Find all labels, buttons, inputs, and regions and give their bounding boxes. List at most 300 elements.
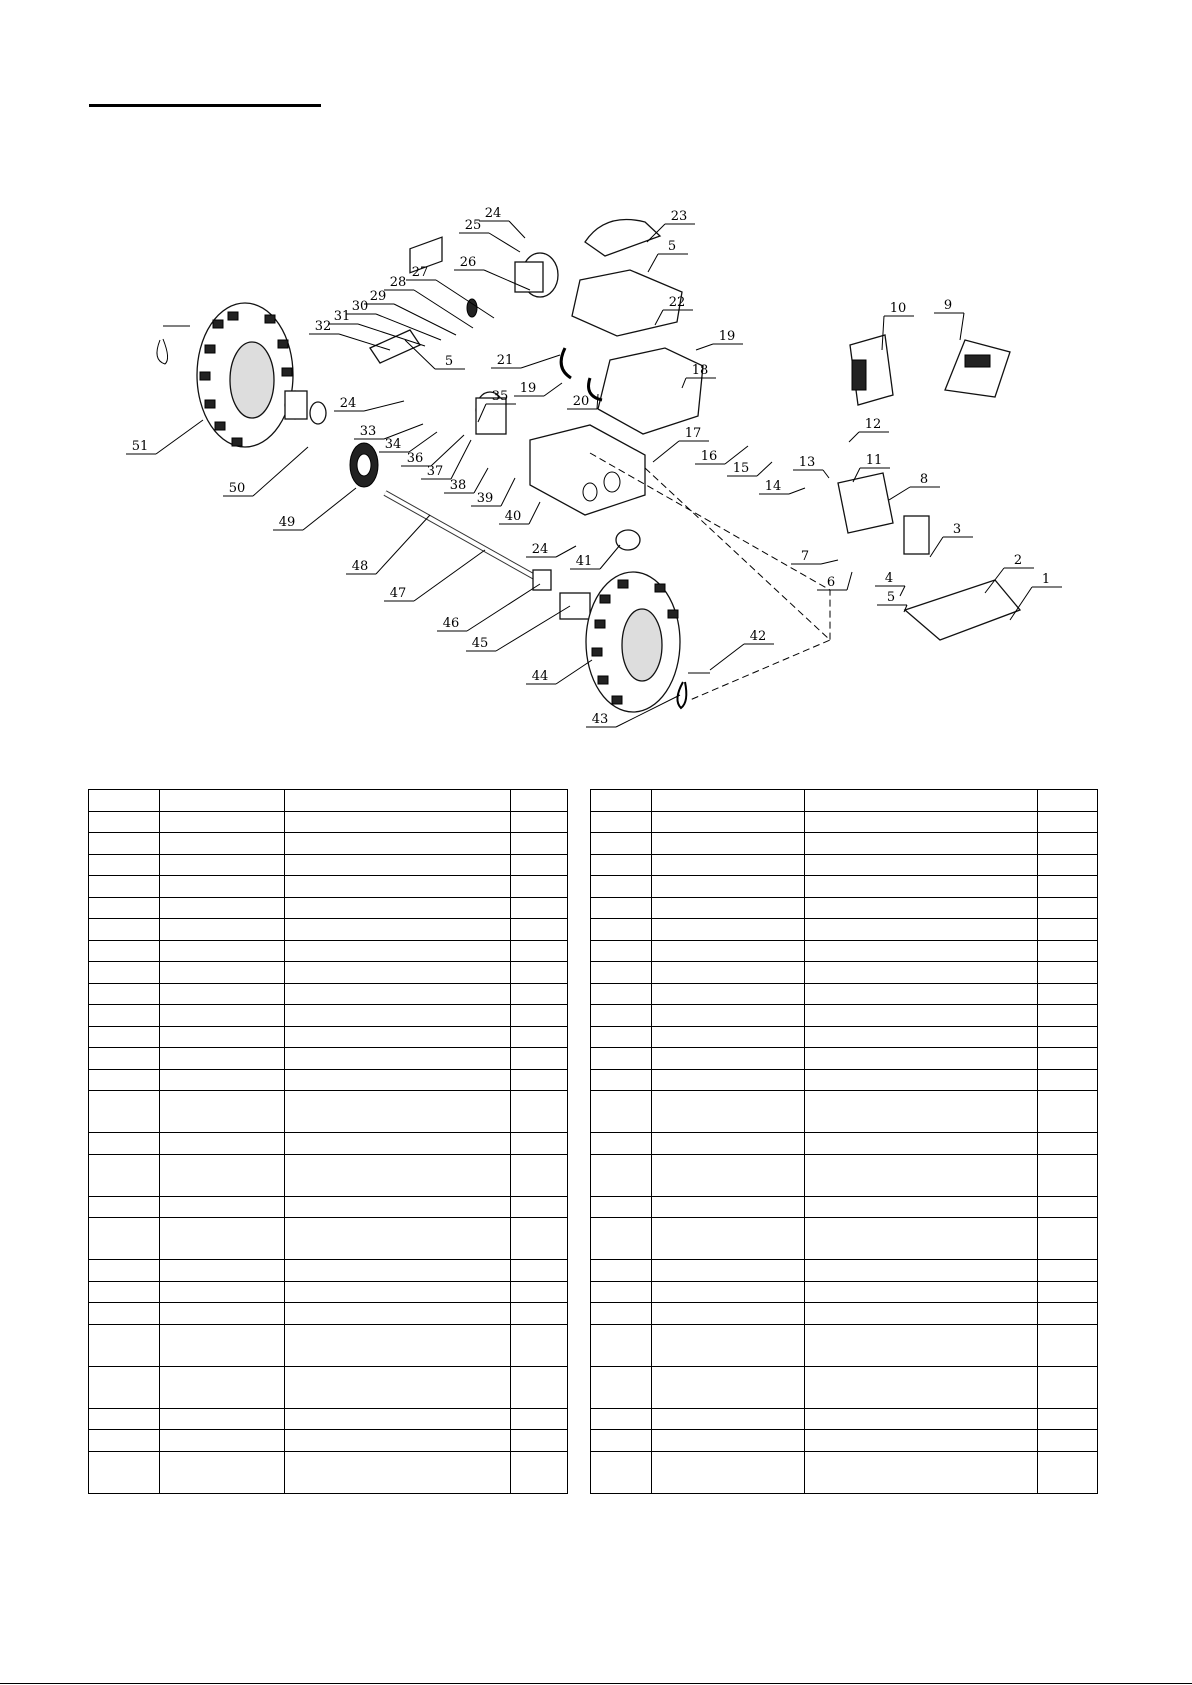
callout-leader [501, 478, 515, 506]
table-cell [285, 962, 511, 984]
table-cell [591, 854, 652, 876]
table-row [89, 790, 568, 812]
table-cell [805, 1091, 1038, 1133]
table-cell [160, 876, 285, 898]
table-cell [1038, 854, 1098, 876]
table-cell [591, 1069, 652, 1091]
callout-leader [600, 545, 620, 569]
table-cell [1038, 1281, 1098, 1303]
callout-number: 28 [389, 275, 407, 290]
table-cell [805, 1366, 1038, 1408]
table-cell [285, 833, 511, 855]
table-cell [89, 1408, 160, 1430]
callout-leader [529, 502, 540, 524]
callout-number: 24 [484, 206, 502, 221]
table-cell [652, 1303, 805, 1325]
callout-number: 41 [575, 554, 593, 569]
table-row [89, 1451, 568, 1493]
table-cell [511, 1218, 568, 1260]
table-cell [285, 940, 511, 962]
table-cell [285, 1260, 511, 1282]
table-cell [652, 983, 805, 1005]
callout-leader [849, 432, 859, 442]
table-cell [285, 811, 511, 833]
table-cell [591, 897, 652, 919]
callout-leader [544, 383, 562, 396]
table-cell [511, 1048, 568, 1070]
callout-number: 10 [889, 301, 907, 316]
callout-leader [467, 584, 540, 631]
table-cell [160, 1451, 285, 1493]
callout-leader [253, 447, 308, 496]
table-cell [591, 1430, 652, 1452]
callout-leader [556, 546, 576, 557]
table-cell [591, 1324, 652, 1366]
table-cell [160, 854, 285, 876]
table-row [89, 1260, 568, 1282]
table-cell [1038, 1451, 1098, 1493]
table-row [591, 1026, 1098, 1048]
table-cell [805, 919, 1038, 941]
callout-number: 22 [668, 295, 686, 310]
table-row [591, 1451, 1098, 1493]
table-cell [1038, 1154, 1098, 1196]
table-cell [511, 790, 568, 812]
callout-number: 17 [684, 426, 702, 441]
table-cell [1038, 1218, 1098, 1260]
table-cell [1038, 1324, 1098, 1366]
callout-number: 6 [826, 575, 836, 590]
table-cell [285, 1048, 511, 1070]
table-cell [285, 1281, 511, 1303]
table-row [591, 1408, 1098, 1430]
callout-leader [376, 515, 430, 574]
table-row [89, 1091, 568, 1133]
table-row [89, 1026, 568, 1048]
table-cell [1038, 1408, 1098, 1430]
table-row [591, 1091, 1098, 1133]
table-cell [805, 1324, 1038, 1366]
callout-number: 34 [384, 437, 402, 452]
callout-leader [394, 304, 456, 335]
table-cell [652, 790, 805, 812]
table-cell [652, 919, 805, 941]
table-row [89, 1366, 568, 1408]
callout-number: 45 [471, 636, 489, 651]
table-cell [591, 1303, 652, 1325]
table-row [591, 1366, 1098, 1408]
callout-number: 39 [476, 491, 494, 506]
table-cell [89, 983, 160, 1005]
table-cell [805, 983, 1038, 1005]
hair-clip-43 [677, 682, 686, 708]
table-cell [89, 1005, 160, 1027]
table-cell [160, 1005, 285, 1027]
table-cell [511, 1366, 568, 1408]
table-row [89, 1069, 568, 1091]
callout-leader [847, 572, 852, 590]
table-row [89, 833, 568, 855]
table-cell [511, 940, 568, 962]
table-cell [160, 1303, 285, 1325]
table-cell [285, 1218, 511, 1260]
callout-number: 18 [691, 363, 709, 378]
callout-number: 47 [389, 586, 407, 601]
table-cell [805, 1281, 1038, 1303]
table-cell [805, 811, 1038, 833]
table-cell [285, 1069, 511, 1091]
table-cell [591, 1408, 652, 1430]
callout-leader [409, 432, 437, 452]
table-cell [511, 1430, 568, 1452]
table-cell [591, 1133, 652, 1155]
table-cell [160, 833, 285, 855]
callout-number: 2 [1013, 553, 1023, 568]
callout-number: 46 [442, 616, 460, 631]
table-cell [285, 1196, 511, 1218]
table-cell [591, 811, 652, 833]
table-cell [511, 1091, 568, 1133]
table-cell [285, 1430, 511, 1452]
table-cell [591, 876, 652, 898]
table-cell [511, 1408, 568, 1430]
callout-leader [823, 470, 829, 478]
table-cell [591, 983, 652, 1005]
callout-leader [489, 233, 520, 252]
callout-number: 50 [228, 481, 246, 496]
table-cell [285, 1133, 511, 1155]
table-cell [805, 876, 1038, 898]
table-cell [285, 1303, 511, 1325]
cable-21 [561, 348, 571, 378]
table-cell [160, 1026, 285, 1048]
callout-number: 5 [886, 590, 896, 605]
table-cell [1038, 1303, 1098, 1325]
table-cell [511, 854, 568, 876]
table-cell [1038, 1005, 1098, 1027]
table-row [591, 1324, 1098, 1366]
body-22 [572, 270, 682, 336]
table-row [89, 962, 568, 984]
callout-leader [821, 560, 838, 564]
table-row [89, 1133, 568, 1155]
table-cell [1038, 1366, 1098, 1408]
table-row [591, 1154, 1098, 1196]
table-row [89, 1324, 568, 1366]
table-cell [285, 1026, 511, 1048]
callout-number: 35 [491, 389, 509, 404]
callout-number: 9 [943, 298, 953, 313]
callout-leader [474, 468, 488, 493]
table-cell [160, 983, 285, 1005]
table-cell [511, 919, 568, 941]
table-cell [652, 940, 805, 962]
table-row [89, 1196, 568, 1218]
table-cell [652, 1091, 805, 1133]
table-cell [1038, 983, 1098, 1005]
callout-number: 36 [406, 451, 424, 466]
table-cell [805, 1154, 1038, 1196]
callout-number: 19 [718, 329, 736, 344]
table-cell [805, 1430, 1038, 1452]
table-cell [1038, 940, 1098, 962]
table-row [89, 897, 568, 919]
table-cell [652, 1260, 805, 1282]
callout-number: 5 [667, 239, 677, 254]
callout-number: 38 [449, 478, 467, 493]
table-cell [285, 983, 511, 1005]
title-underline [89, 104, 321, 107]
table-row [89, 1303, 568, 1325]
table-cell [160, 962, 285, 984]
table-cell [511, 1196, 568, 1218]
table-cell [591, 1451, 652, 1493]
table-cell [805, 1196, 1038, 1218]
table-cell [591, 1218, 652, 1260]
table-cell [1038, 1069, 1098, 1091]
table-row [89, 876, 568, 898]
table-cell [805, 1218, 1038, 1260]
callout-leader [696, 344, 713, 350]
table-cell [285, 1324, 511, 1366]
tray-18 [598, 348, 703, 434]
table-cell [805, 1048, 1038, 1070]
table-cell [285, 790, 511, 812]
callout-number: 20 [572, 394, 590, 409]
callout-number: 48 [351, 559, 369, 574]
table-cell [805, 962, 1038, 984]
callout-leader [930, 537, 943, 557]
disc-41 [616, 530, 640, 550]
callout-leader [303, 488, 356, 530]
table-cell [1038, 897, 1098, 919]
table-cell [805, 854, 1038, 876]
callout-number: 5 [444, 354, 454, 369]
table-cell [160, 1430, 285, 1452]
callout-leader [431, 435, 464, 466]
table-cell [805, 1451, 1038, 1493]
parts-table-left [88, 789, 568, 1494]
table-cell [160, 897, 285, 919]
table-cell [591, 833, 652, 855]
right-wheel [586, 572, 680, 712]
table-row [591, 1048, 1098, 1070]
callout-number: 43 [591, 712, 609, 727]
table-cell [89, 1154, 160, 1196]
table-cell [511, 983, 568, 1005]
base-2 [905, 580, 1020, 640]
table-cell [511, 1260, 568, 1282]
table-cell [652, 1069, 805, 1091]
callout-number: 21 [496, 353, 514, 368]
table-cell [160, 1048, 285, 1070]
table-cell [1038, 1430, 1098, 1452]
table-row [89, 1154, 568, 1196]
table-cell [285, 854, 511, 876]
table-cell [89, 1048, 160, 1070]
table-cell [160, 790, 285, 812]
callout-number: 8 [919, 472, 929, 487]
callout-number: 40 [504, 509, 522, 524]
table-cell [160, 811, 285, 833]
callout-number: 27 [411, 265, 429, 280]
table-row [591, 1196, 1098, 1218]
callout-number: 16 [700, 449, 718, 464]
table-cell [1038, 1048, 1098, 1070]
callout-leader [757, 462, 772, 476]
table-cell [89, 1133, 160, 1155]
table-cell [89, 1218, 160, 1260]
callout-number: 19 [519, 381, 537, 396]
callout-number: 31 [333, 309, 351, 324]
table-cell [89, 897, 160, 919]
callout-leader [597, 394, 598, 409]
callout-number: 14 [764, 479, 782, 494]
table-cell [591, 1196, 652, 1218]
table-cell [591, 1005, 652, 1027]
table-cell [805, 1303, 1038, 1325]
table-cell [652, 854, 805, 876]
table-cell [89, 811, 160, 833]
table-cell [285, 1408, 511, 1430]
table-cell [89, 1324, 160, 1366]
hair-clip-top [157, 339, 168, 364]
table-row [591, 854, 1098, 876]
table-cell [652, 1048, 805, 1070]
table-cell [652, 1196, 805, 1218]
table-cell [89, 1069, 160, 1091]
table-cell [160, 1218, 285, 1260]
table-cell [652, 1366, 805, 1408]
table-cell [805, 1133, 1038, 1155]
table-cell [511, 897, 568, 919]
table-cell [160, 1154, 285, 1196]
table-row [591, 1133, 1098, 1155]
table-cell [89, 1026, 160, 1048]
table-cell [652, 1281, 805, 1303]
table-cell [511, 1069, 568, 1091]
table-row [591, 1069, 1098, 1091]
callout-number: 32 [314, 319, 332, 334]
table-cell [511, 962, 568, 984]
table-cell [1038, 1260, 1098, 1282]
callout-leader [653, 441, 679, 462]
table-row [591, 833, 1098, 855]
table-cell [89, 919, 160, 941]
table-cell [89, 833, 160, 855]
table-cell [1038, 811, 1098, 833]
table-cell [160, 1091, 285, 1133]
table-cell [511, 811, 568, 833]
table-row [591, 983, 1098, 1005]
table-cell [652, 876, 805, 898]
table-cell [89, 940, 160, 962]
table-row [89, 1048, 568, 1070]
table-cell [285, 1091, 511, 1133]
table-cell [285, 1451, 511, 1493]
table-cell [1038, 1196, 1098, 1218]
table-row [591, 1260, 1098, 1282]
callout-number: 44 [531, 669, 549, 684]
callout-number: 1 [1041, 572, 1051, 587]
table-row [591, 1218, 1098, 1260]
table-cell [591, 1091, 652, 1133]
callout-leader [436, 280, 494, 318]
table-row [89, 983, 568, 1005]
table-cell [652, 811, 805, 833]
footer-rule [0, 1683, 1192, 1684]
table-cell [511, 1303, 568, 1325]
table-cell [1038, 962, 1098, 984]
table-cell [805, 1026, 1038, 1048]
table-cell [89, 790, 160, 812]
callout-number: 7 [800, 549, 810, 564]
table-row [89, 854, 568, 876]
table-cell [652, 833, 805, 855]
callout-number: 23 [670, 209, 688, 224]
callout-leader [889, 487, 910, 500]
table-cell [591, 1154, 652, 1196]
callout-number: 15 [732, 461, 750, 476]
table-cell [652, 1154, 805, 1196]
table-cell [805, 1069, 1038, 1091]
table-cell [805, 833, 1038, 855]
callout-number: 25 [464, 218, 482, 233]
table-cell [591, 1048, 652, 1070]
table-row [89, 1005, 568, 1027]
table-row [591, 897, 1098, 919]
table-cell [285, 919, 511, 941]
lid-23 [585, 220, 660, 257]
table-cell [285, 897, 511, 919]
table-cell [89, 1430, 160, 1452]
table-cell [160, 1069, 285, 1091]
table-cell [805, 1005, 1038, 1027]
table-row [89, 1430, 568, 1452]
table-row [591, 919, 1098, 941]
table-cell [511, 876, 568, 898]
table-row [89, 919, 568, 941]
table-cell [805, 897, 1038, 919]
table-cell [160, 1324, 285, 1366]
table-cell [805, 1260, 1038, 1282]
callout-number: 51 [131, 439, 149, 454]
table-row [591, 790, 1098, 812]
table-cell [89, 1091, 160, 1133]
table-cell [652, 1324, 805, 1366]
callout-leader [710, 644, 744, 670]
table-cell [160, 919, 285, 941]
callout-leader [414, 550, 485, 601]
table-cell [805, 940, 1038, 962]
table-row [89, 1218, 568, 1260]
table-cell [652, 1430, 805, 1452]
callout-number: 12 [864, 417, 882, 432]
table-cell [591, 790, 652, 812]
table-cell [160, 1133, 285, 1155]
table-cell [285, 1154, 511, 1196]
table-cell [652, 1408, 805, 1430]
callout-leader [496, 606, 570, 651]
table-cell [285, 1005, 511, 1027]
table-row [591, 1281, 1098, 1303]
table-cell [1038, 790, 1098, 812]
callout-leader [789, 488, 805, 494]
table-cell [805, 790, 1038, 812]
table-cell [89, 1281, 160, 1303]
table-cell [160, 940, 285, 962]
table-cell [591, 1260, 652, 1282]
